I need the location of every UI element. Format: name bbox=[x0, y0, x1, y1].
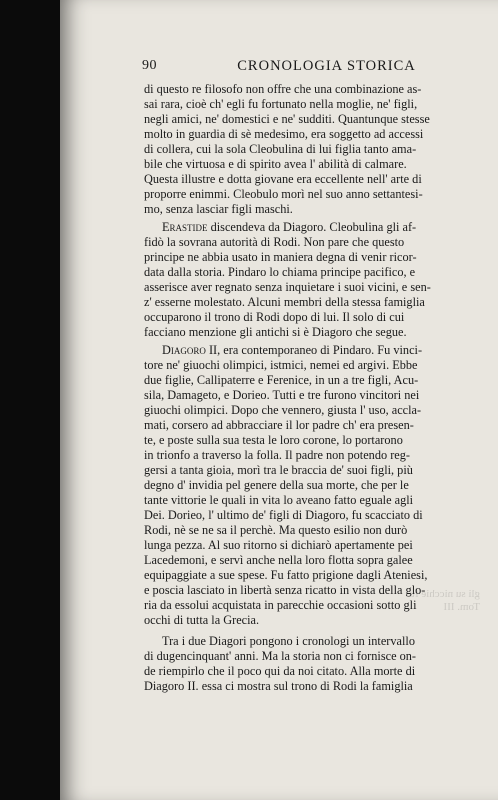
text-line-rest: , era contemporaneo di Pindaro. Fu vinci- bbox=[217, 343, 423, 357]
text-line: principe ne abbia usato in maniera degna di venir ricor- bbox=[144, 250, 417, 264]
text-line: mo, senza lasciar figli maschi. bbox=[144, 202, 293, 216]
text-line: occhi di tutta la Grecia. bbox=[144, 613, 260, 627]
paragraph-diagoro-ii bbox=[144, 343, 469, 628]
bleed-line: Tom. III bbox=[443, 601, 480, 613]
text-line: bile che virtuosa e di spirito avea l' abilità di calmare. bbox=[144, 157, 407, 171]
text-line: tante vittorie le quali in vita lo aveano fatto eguale agli bbox=[144, 493, 414, 507]
entry-name-erastide: Erastide bbox=[162, 220, 208, 234]
text-line: proporre enimmi. Cleobulo morì nel suo anno settantesi- bbox=[144, 187, 423, 201]
text-line: Diagoro II. essa ci mostra sul trono di Rodi la famiglia bbox=[144, 679, 413, 693]
text-line: due figlie, Callipaterre e Ferenice, in un a tre figli, Acu- bbox=[144, 373, 419, 387]
text-line: Tra i due Diagori pongono i cronologi un intervallo bbox=[162, 634, 415, 648]
text-line: sai rara, cioè ch' egli fu fortunato nella moglie, ne' figli, bbox=[144, 97, 418, 111]
page-number: 90 bbox=[142, 58, 157, 73]
text-line bbox=[144, 220, 469, 235]
text-line: tore ne' giuochi olimpici, istmici, nemei ed argivi. Ebbe bbox=[144, 358, 418, 372]
text-line: in trionfo a traverso la folla. Il padre non potendo reg- bbox=[144, 448, 410, 462]
text-line: asserisce aver regnato senza inquietare i suoi vicini, e sen- bbox=[144, 280, 431, 294]
text-line: fidò la sovrana autorità di Rodi. Non pare che questo bbox=[144, 235, 405, 249]
text-line: occuparono il trono di Rodi dopo di lui. Il solo di cui bbox=[144, 310, 405, 324]
text-line: giuochi olimpici. Dopo che vennero, giusta l' uso, accla- bbox=[144, 403, 422, 417]
text-line: gersi a tanta gioia, morì tra le braccia de' suoi figli, più bbox=[144, 463, 413, 477]
text-line: facciano menzione gli antichi si è Diagoro che segue. bbox=[144, 325, 407, 339]
bleed-line: gli su nicchie fu bbox=[409, 588, 480, 600]
text-line: Rodi, nè se ne sa il perchè. Ma questo esilio non durò bbox=[144, 523, 408, 537]
text-line: di collera, cui la sola Cleobulina di lui figlia tanto ama- bbox=[144, 142, 417, 156]
text-line: de riempirlo che il poco qui da noi citato. Alla morte di bbox=[144, 664, 416, 678]
text-line: te, e poste sulla sua testa le loro corone, lo portarono bbox=[144, 433, 403, 447]
running-head bbox=[144, 58, 469, 78]
bleed-through-text bbox=[360, 588, 480, 614]
text-line: e poscia lasciato in libertà senza ricatto in vista della glo- bbox=[144, 583, 426, 597]
text-line: z' esserne molestato. Alcuni membri della stessa famiglia bbox=[144, 295, 425, 309]
text-line: lunga pezza. Al suo ritorno si dichiarò apertamente pei bbox=[144, 538, 413, 552]
text-line: Questa illustre e dotta giovane era eccellente nell' arte di bbox=[144, 172, 422, 186]
running-title: CRONOLOGIA STORICA bbox=[237, 58, 416, 74]
text-line: ria da essolui acquistata in parecchie occasioni sotto gli bbox=[144, 598, 417, 612]
paragraph-intervallo bbox=[144, 634, 469, 694]
entry-name-diagoro-ii: Diagoro II bbox=[162, 343, 218, 357]
paragraph-erastide bbox=[144, 220, 469, 340]
text-line: mati, corsero ad abbracciare il lor padre ch' era presen- bbox=[144, 418, 414, 432]
book-page bbox=[60, 0, 498, 800]
text-line: equipaggiate a sue spese. Fu fatto prigione dagli Ateniesi, bbox=[144, 568, 428, 582]
text-line: di dugencinquant' anni. Ma la storia non ci fornisce on- bbox=[144, 649, 416, 663]
text-line: Lacedemoni, e servì anche nella loro flotta sopra galee bbox=[144, 553, 413, 567]
text-line: data dalla storia. Pindaro lo chiama principe pacifico, e bbox=[144, 265, 416, 279]
text-line: Dei. Dorieo, l' ultimo de' figli di Diagoro, fu scacciato di bbox=[144, 508, 423, 522]
text-line: di questo re filosofo non offre che una combinazione as- bbox=[144, 82, 422, 96]
text-line bbox=[144, 343, 469, 358]
paragraph-cleobulo bbox=[144, 82, 469, 217]
text-line-rest: discendeva da Diagoro. Cleobulina gli af- bbox=[207, 220, 417, 234]
text-line: degno d' invidia pel genere della sua morte, che per le bbox=[144, 478, 409, 492]
text-line: molto in guardia di sè medesimo, era soggetto ad accessi bbox=[144, 127, 424, 141]
text-line: negli amici, ne' domestici e ne' sudditi. Quantunque stesse bbox=[144, 112, 430, 126]
text-line: sila, Damageto, e Dorieo. Tutti e tre furono vincitori nei bbox=[144, 388, 420, 402]
